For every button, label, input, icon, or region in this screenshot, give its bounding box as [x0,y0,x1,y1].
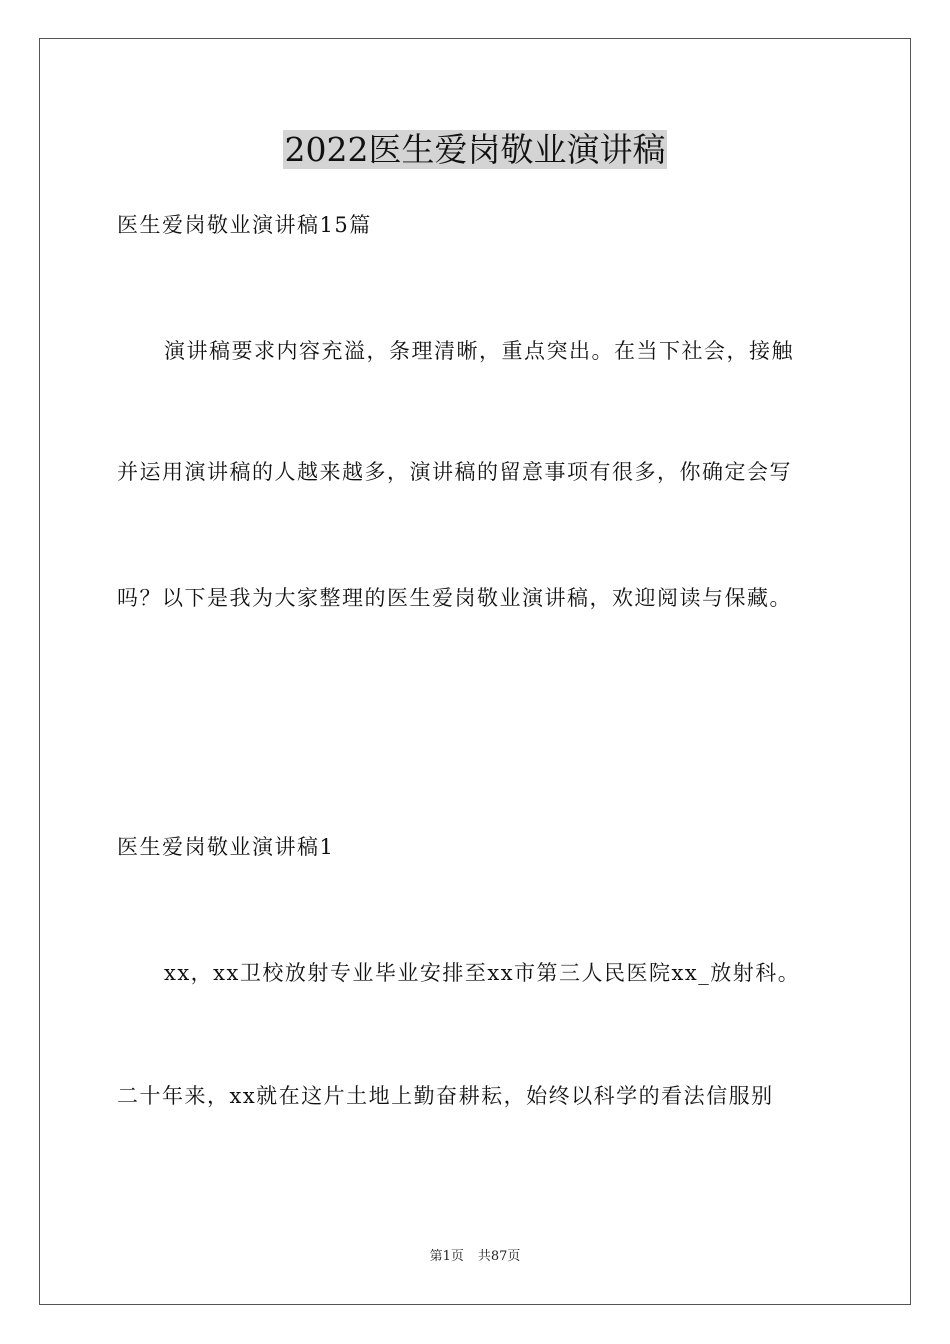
intro-line-3: 吗？以下是我为大家整理的医生爱岗敬业演讲稿，欢迎阅读与保藏。 [117,586,792,610]
document-title [0,128,950,172]
section-heading: 医生爱岗敬业演讲稿1 [117,835,335,859]
page-number: 第1页 [429,1249,464,1264]
intro-line-1: 演讲稿要求内容充溢，条理清晰，重点突出。在当下社会，接触 [164,339,794,363]
page-total: 共87页 [477,1249,521,1264]
document-subtitle: 医生爱岗敬业演讲稿15篇 [117,213,372,237]
body-line-2: 二十年来，xx就在这片土地上勤奋耕耘，始终以科学的看法信服别 [117,1084,774,1108]
page-footer [0,1248,950,1266]
document-title-text: 2022医生爱岗敬业演讲稿 [284,130,666,169]
intro-line-2: 并运用演讲稿的人越来越多，演讲稿的留意事项有很多，你确定会写 [117,460,792,484]
body-line-1: xx，xx卫校放射专业毕业安排至xx市第三人民医院xx_放射科。 [164,961,801,985]
